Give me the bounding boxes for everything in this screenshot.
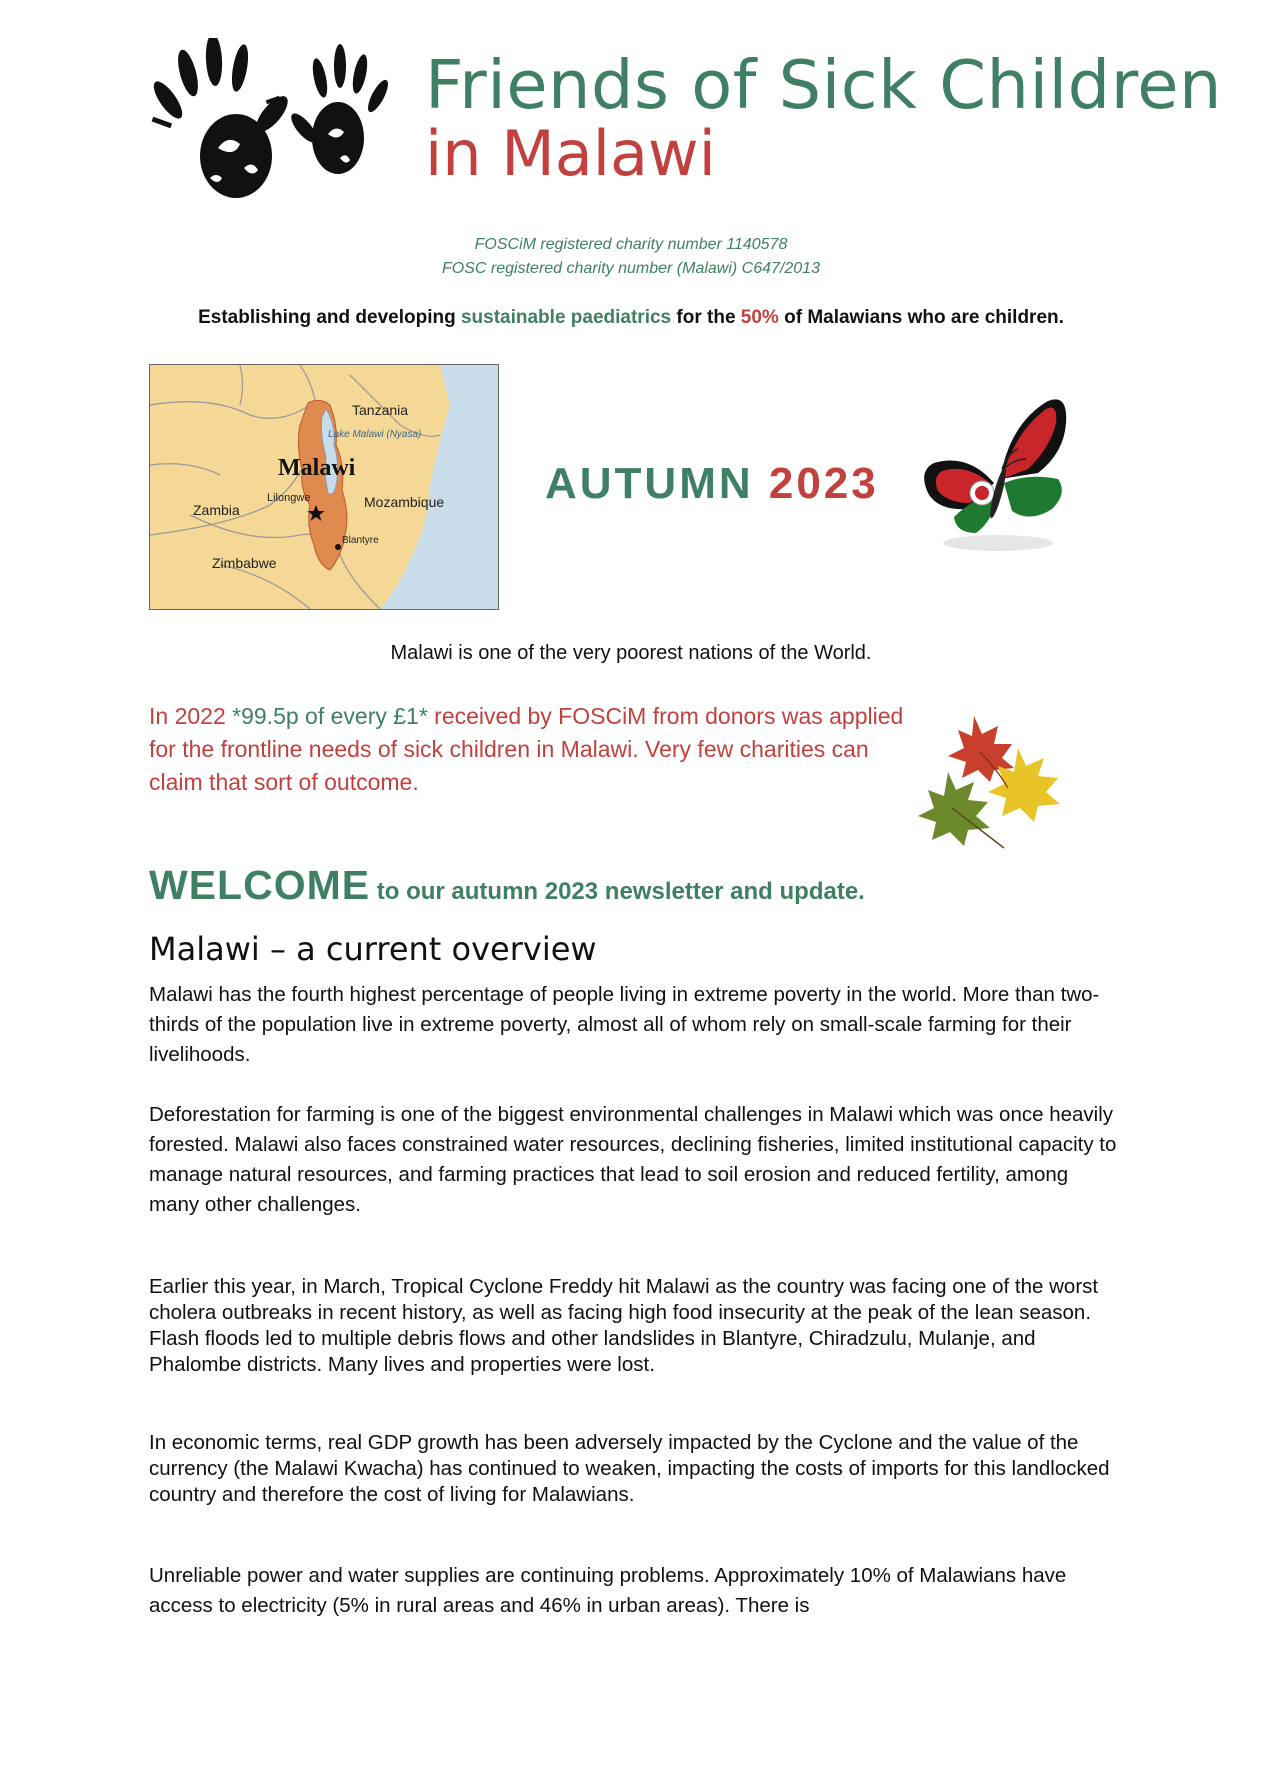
autumn-leaves-image xyxy=(908,708,1080,858)
tagline-part3: of Malawians who are children. xyxy=(778,307,1064,328)
season-word: AUTUMN xyxy=(545,459,769,508)
overview-paragraph-1: Malawi has the fourth highest percentage of people living in extreme poverty in the world. More than two-thirds of the population live in extreme poverty, almost all of whom rely on small-scale farming for their livelihoods. xyxy=(149,983,1100,1066)
map-label-zambia: Zambia xyxy=(193,502,240,518)
org-name-line2: in Malawi xyxy=(425,117,716,190)
tagline-part1: Establishing and developing xyxy=(198,307,461,328)
map-label-lilongwe: Lilongwe xyxy=(267,492,311,504)
map-label-lake: Lake Malawi (Nyasa) xyxy=(328,429,422,440)
charity-number-malawi: FOSC registered charity number (Malawi) C647/2013 xyxy=(442,260,820,277)
season-title xyxy=(545,459,879,508)
map-label-blantyre: Blantyre xyxy=(342,535,379,546)
tagline-part2: for the xyxy=(671,307,741,328)
donor-statement-prefix: In 2022 xyxy=(149,703,233,729)
tagline-highlight-paediatrics: sustainable paediatrics xyxy=(460,307,672,328)
map-label-tanzania: Tanzania xyxy=(352,402,409,418)
welcome-word: WELCOME xyxy=(149,862,371,908)
org-name-line1: Friends of Sick Children xyxy=(425,46,1222,124)
map-label-malawi: Malawi xyxy=(278,455,356,481)
welcome-heading xyxy=(149,862,865,909)
tagline-highlight-percent: 50% xyxy=(740,307,779,328)
donor-statement-suffix: received by FOSCiM from donors was applied for the frontline needs of sick children in Malawi. Very few charities can claim that sort of outcome. xyxy=(149,703,904,795)
map-label-zimbabwe: Zimbabwe xyxy=(212,555,277,571)
tagline xyxy=(0,307,1262,329)
overview-heading: Malawi – a current overview xyxy=(149,930,597,968)
season-year: 2023 xyxy=(768,459,879,508)
donor-statement xyxy=(149,700,909,799)
donor-statement-highlight: *99.5p of every £1* xyxy=(232,703,428,729)
overview-paragraph-2: Deforestation for farming is one of the biggest environmental challenges in Malawi which was once heavily forested. Malawi also faces constrained water resources, declining fisheries, limited institutional capacity to manage natural resources, and farming practices that lead to soil erosion and reduced fertility, among many other challenges. xyxy=(149,1103,1117,1216)
flag-butterfly-image xyxy=(918,393,1078,555)
overview-paragraph-3: Earlier this year, in March, Tropical Cyclone Freddy hit Malawi as the country was facing one of the worst cholera outbreaks in recent history, as well as facing high food insecurity at the peak of the lean season. Flash floods led to multiple debris flows and other landslides in Blantyre, Chiradzulu, Mulanje, and Phalombe districts. Many lives and properties were lost. xyxy=(149,1275,1099,1376)
map-label-mozambique: Mozambique xyxy=(364,494,445,510)
poorest-statement: Malawi is one of the very poorest nations of the World. xyxy=(390,642,872,664)
charity-number-uk: FOSCiM registered charity number 1140578 xyxy=(474,236,788,253)
welcome-subtitle: to our autumn 2023 newsletter and update. xyxy=(370,878,865,905)
handprints-logo xyxy=(148,38,396,208)
overview-paragraph-5: Unreliable power and water supplies are continuing problems. Approximately 10% of Malawians have access to electricity (5% in rural areas and 46% in urban areas). There is xyxy=(149,1564,1067,1617)
malawi-map xyxy=(149,364,499,610)
overview-paragraph-4: In economic terms, real GDP growth has been adversely impacted by the Cyclone and the value of the currency (the Malawi Kwacha) has continued to weaken, impacting the costs of imports for this landlocked country and therefore the cost of living for Malawians. xyxy=(149,1431,1110,1506)
